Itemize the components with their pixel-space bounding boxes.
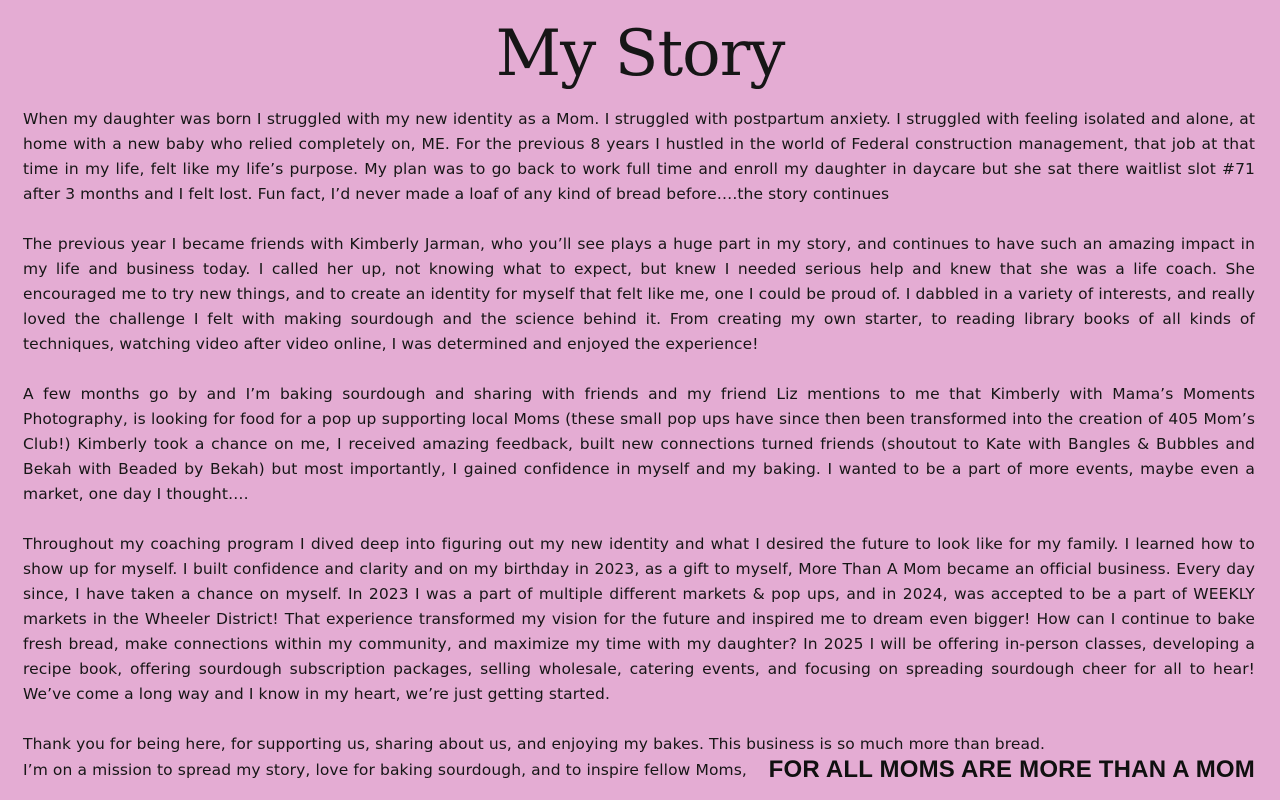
- closing-mission-line: I’m on a mission to spread my story, love for baking sourdough, and to inspire fellow Moms,: [23, 761, 747, 779]
- slogan-banner: FOR ALL MOMS ARE MORE THAN A MOM: [768, 756, 1255, 783]
- story-paragraph-1: When my daughter was born I struggled with my new identity as a Mom. I struggled with postpartum anxiety. I struggled with feeling isolated and alone, at home with a new baby who relied completely on, ME. For the previous 8 years I hustled in the world of Federal construction management, that job at that time in my life, felt like my life’s purpose. My plan was to go back to work full time and enroll my daughter in daycare but she sat there waitlist slot #71 after 3 months and I felt lost. Fun fact, I’d never made a loaf of any kind of bread before….the story continues: [23, 110, 1255, 203]
- story-paragraph-2: The previous year I became friends with Kimberly Jarman, who you’ll see plays a huge part in my story, and continues to have such an amazing impact in my life and business today. I called her up, not knowing what to expect, but knew I needed serious help and knew that she was a life coach. She encouraged me to try new things, and to create an identity for myself that felt like me, one I could be proud of. I dabbled in a variety of interests, and really loved the challenge I felt with making sourdough and the science behind it. From creating my own starter, to reading library books of all kinds of techniques, watching video after video online, I was determined and enjoyed the experience!: [23, 235, 1255, 353]
- page-title: My Story: [495, 17, 785, 91]
- closing-paragraph: [23, 732, 1255, 783]
- story-body: [23, 107, 1255, 783]
- story-paragraph-3: A few months go by and I’m baking sourdough and sharing with friends and my friend Liz mentions to me that Kimberly with Mama’s Moments Photography, is looking for food for a pop up supporting local Moms (these small pop ups have since then been transformed into the creation of 405 Mom’s Club!) Kimberly took a chance on me, I received amazing feedback, built new connections turned friends (shoutout to Kate with Bangles & Bubbles and Bekah with Beaded by Bekah) but most importantly, I gained confidence in myself and my baking. I wanted to be a part of more events, maybe even a market, one day I thought….: [23, 385, 1255, 503]
- closing-mission-row: [23, 757, 1255, 783]
- closing-thank-you-line: Thank you for being here, for supporting us, sharing about us, and enjoying my bakes. This business is so much more than bread.: [23, 735, 1046, 753]
- story-paragraph-4: Throughout my coaching program I dived deep into figuring out my new identity and what I desired the future to look like for my family. I learned how to show up for myself. I built confidence and clarity and on my birthday in 2023, as a gift to myself, More Than A Mom became an official business. Every day since, I have taken a chance on myself. In 2023 I was a part of multiple different markets & pop ups, and in 2024, was accepted to be a part of WEEKLY markets in the Wheeler District! That experience transformed my vision for the future and inspired me to dream even bigger! How can I continue to bake fresh bread, make connections within my community, and maximize my time with my daughter? In 2025 I will be offering in-person classes, developing a recipe book, offering sourdough subscription packages, selling wholesale, catering events, and focusing on spreading sourdough cheer for all to hear! We’ve come a long way and I know in my heart, we’re just getting started.: [23, 535, 1255, 703]
